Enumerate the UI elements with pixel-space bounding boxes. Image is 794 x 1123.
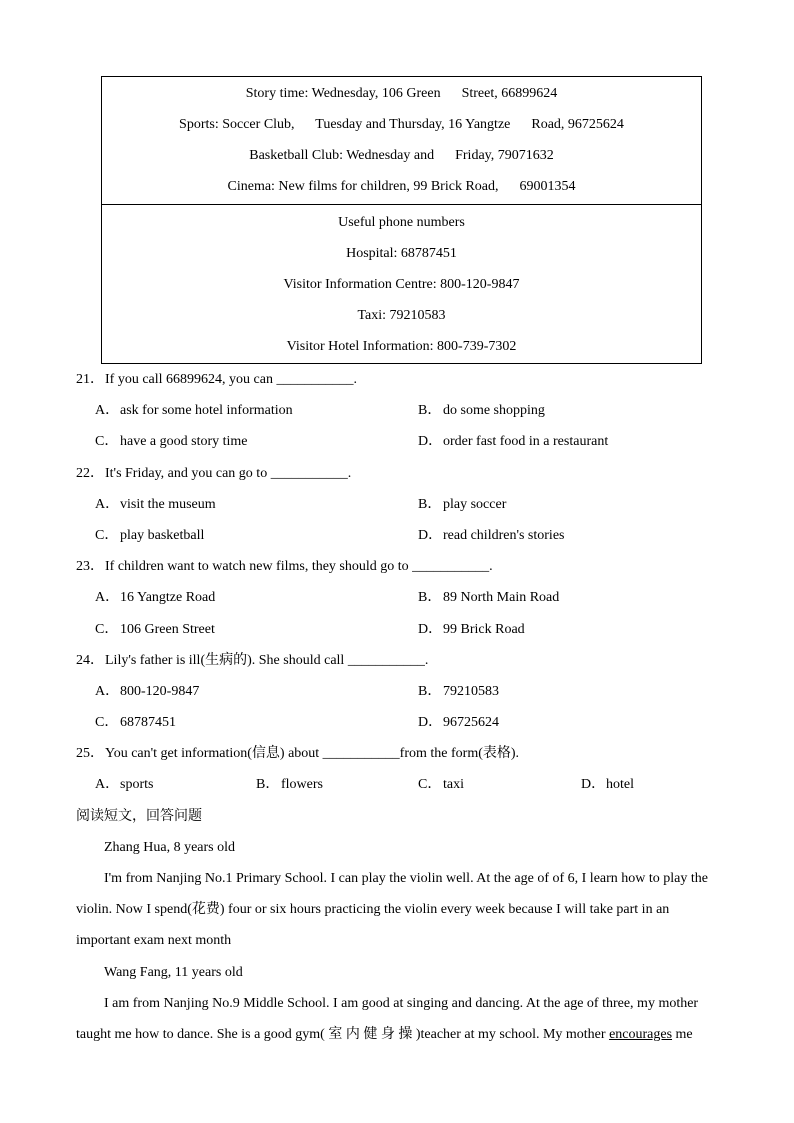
passage-wang-fang: [76, 957, 776, 1051]
option-d: [581, 769, 634, 800]
passage-line: important exam next month: [76, 933, 232, 949]
phone-numbers-heading: Useful phone numbers: [338, 215, 465, 230]
question-22: [76, 458, 776, 552]
cinema-row: Cinema: New films for children, 99 Brick Road, 69001354: [227, 179, 576, 194]
story-time-row: Story time: Wednesday, 106 Green Street, 66899624: [245, 86, 558, 101]
option-text: 68787451: [120, 715, 176, 731]
options-row: [76, 707, 776, 738]
question-number: 24．: [76, 652, 104, 668]
options-row: [76, 582, 776, 613]
option-c: [418, 769, 581, 800]
question-stem: [76, 645, 776, 676]
option-c: [95, 520, 418, 551]
option-label: B．: [256, 777, 280, 793]
passage-text: me: [672, 1026, 693, 1042]
option-text: play basketball: [120, 527, 205, 543]
option-b: [418, 676, 741, 707]
reading-section: [76, 801, 776, 1051]
option-label: D．: [418, 715, 443, 731]
option-text: 89 North Main Road: [443, 590, 560, 606]
option-text: have a good story time: [120, 434, 248, 450]
passage-zhang-hua: [76, 832, 776, 957]
option-label: A．: [95, 777, 120, 793]
option-label: A．: [95, 496, 120, 512]
option-c: [95, 707, 418, 738]
option-label: A．: [95, 403, 120, 419]
option-label: B．: [418, 403, 442, 419]
option-label: C．: [95, 527, 119, 543]
basketball-club-row: Basketball Club: Wednesday and Friday, 79071632: [249, 148, 554, 163]
option-label: C．: [95, 715, 119, 731]
option-b: [256, 769, 418, 800]
option-a: [95, 489, 418, 520]
option-label: B．: [418, 590, 442, 606]
passage-author: Wang Fang, 11 years old: [104, 964, 243, 980]
option-a: [95, 769, 256, 800]
question-number: 23．: [76, 559, 104, 575]
passage-author: Zhang Hua, 8 years old: [104, 839, 236, 855]
phone-numbers-section: [102, 205, 701, 362]
option-b: [418, 395, 741, 426]
option-label: B．: [418, 496, 442, 512]
question-23: [76, 551, 776, 645]
option-d: [418, 426, 741, 457]
options-row: [76, 426, 776, 457]
options-row: [76, 614, 776, 645]
option-text: visit the museum: [120, 496, 216, 512]
visitor-centre-phone-row: Visitor Information Centre: 800-120-9847: [283, 277, 520, 292]
option-a: [95, 582, 418, 613]
passage-line: [76, 1019, 776, 1050]
question-text: Lily's father is ill(生病的). She should call ___________.: [105, 652, 429, 668]
options-row: [76, 520, 776, 551]
option-text: sports: [120, 777, 154, 793]
activities-section: [102, 77, 701, 205]
option-label: C．: [418, 777, 442, 793]
option-text: read children's stories: [443, 527, 565, 543]
option-text: taxi: [443, 777, 464, 793]
option-label: D．: [581, 777, 606, 793]
question-text: If you call 66899624, you can ___________.: [105, 372, 357, 387]
question-25: [76, 738, 776, 800]
question-number: 25．: [76, 746, 104, 762]
passage-text: taught me how to dance. She is a good gym( 室 内 健 身 操 )teacher at my school. My mother: [76, 1026, 610, 1042]
question-stem: [76, 458, 776, 489]
option-text: 99 Brick Road: [443, 621, 525, 637]
question-stem: [76, 364, 776, 395]
option-text: 96725624: [443, 715, 499, 731]
option-text: order fast food in a restaurant: [443, 434, 609, 450]
option-d: [418, 707, 741, 738]
underlined-word: encourages: [609, 1026, 673, 1042]
sports-soccer-row: Sports: Soccer Club, Tuesday and Thursday, 16 Yangtze Road, 96725624: [179, 117, 624, 132]
question-stem: [76, 551, 776, 582]
hotel-info-phone-row: Visitor Hotel Information: 800-739-7302: [286, 339, 517, 354]
option-label: C．: [95, 434, 119, 450]
option-label: B．: [418, 683, 442, 699]
option-label: D．: [418, 434, 443, 450]
taxi-phone-row: Taxi: 79210583: [357, 308, 446, 323]
option-label: D．: [418, 527, 443, 543]
options-row: [76, 395, 776, 426]
question-number: 21．: [76, 372, 104, 387]
options-row: [76, 769, 776, 800]
passage-line: violin. Now I spend(花费) four or six hours practicing the violin every week because I will take part in an: [76, 902, 670, 918]
question-text: It's Friday, and you can go to ___________.: [105, 465, 352, 481]
reading-instruction: 阅读短文，回答问题: [76, 808, 202, 824]
passage-line: I'm from Nanjing No.1 Primary School. I can play the violin well. At the age of of 6, I learn how to play the: [104, 871, 708, 886]
info-table: [101, 76, 702, 364]
hospital-phone-row: Hospital: 68787451: [346, 246, 457, 261]
option-a: [95, 676, 418, 707]
options-row: [76, 676, 776, 707]
option-text: hotel: [606, 777, 634, 793]
option-label: A．: [95, 590, 120, 606]
option-a: [95, 395, 418, 426]
question-21: [76, 364, 776, 458]
option-text: 79210583: [443, 683, 499, 699]
option-label: C．: [95, 621, 119, 637]
option-text: 16 Yangtze Road: [120, 590, 216, 606]
option-text: do some shopping: [443, 403, 545, 419]
option-text: ask for some hotel information: [120, 403, 293, 419]
options-row: [76, 489, 776, 520]
option-b: [418, 582, 741, 613]
exam-content: [76, 364, 776, 1050]
question-text: You can't get information(信息) about ___________from the form(表格).: [105, 746, 520, 762]
question-24: [76, 645, 776, 739]
option-d: [418, 520, 741, 551]
question-number: 22．: [76, 465, 104, 481]
passage-line: I am from Nanjing No.9 Middle School. I am good at singing and dancing. At the age of three, my mother: [104, 995, 699, 1011]
question-text: If children want to watch new films, they should go to ___________.: [105, 559, 493, 575]
option-text: 800-120-9847: [120, 683, 200, 699]
option-d: [418, 614, 741, 645]
option-c: [95, 614, 418, 645]
option-c: [95, 426, 418, 457]
option-label: D．: [418, 621, 443, 637]
question-stem: [76, 738, 776, 769]
option-text: flowers: [281, 777, 323, 793]
option-text: play soccer: [443, 496, 507, 512]
option-text: 106 Green Street: [120, 621, 215, 637]
option-b: [418, 489, 741, 520]
option-label: A．: [95, 683, 120, 699]
